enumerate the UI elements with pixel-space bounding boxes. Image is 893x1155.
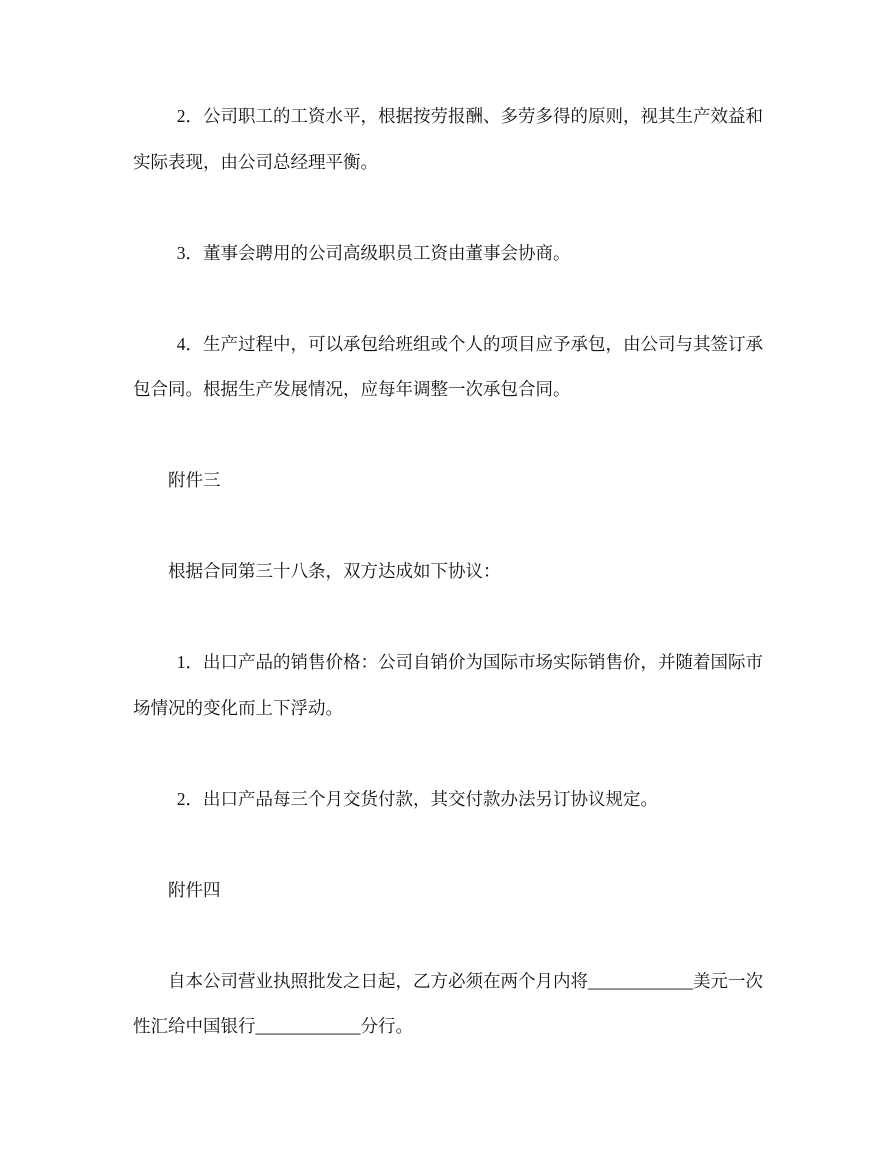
clause-1-export-price [133,640,893,731]
section-heading: 附件四 [168,879,221,900]
text-line: 3．董事会聘用的公司高级职员工资由董事会协商。 [176,242,571,263]
text-line: 性汇给中国银行____________分行。 [133,1016,413,1036]
text-line: 2．公司职工的工资水平，根据按劳报酬、多劳多得的原则，视其生产效益和 [176,106,763,126]
text-line: 2．出口产品每三个月交货付款，其交付款办法另订协议规定。 [176,788,658,809]
appendix-three-heading [133,458,893,504]
text-line: 实际表现，由公司总经理平衡。 [133,151,378,172]
section-heading: 附件三 [168,470,221,490]
appendix-four-remittance [133,959,893,1050]
text-line: 4．生产过程中，可以承包给班组或个人的项目应予承包，由公司与其签订承 [176,333,763,354]
text-line: 根据合同第三十八条，双方达成如下协议： [168,561,501,581]
clause-2-export-payment [133,777,893,823]
clause-3-senior-staff-wages [133,231,893,277]
text-line: 包合同。根据生产发展情况，应每年调整一次承包合同。 [133,379,571,399]
clause-4-contracting [133,322,893,413]
text-line: 场情况的变化而上下浮动。 [133,697,343,718]
appendix-four-heading [133,868,893,914]
text-line: 自本公司营业执照批发之日起，乙方必须在两个月内将____________美元一次 [168,970,763,991]
appendix-three-intro [133,549,893,595]
clause-2-wage-level [133,94,893,185]
text-line: 1．出口产品的销售价格：公司自销价为国际市场实际销售价，并随着国际市 [176,652,763,672]
